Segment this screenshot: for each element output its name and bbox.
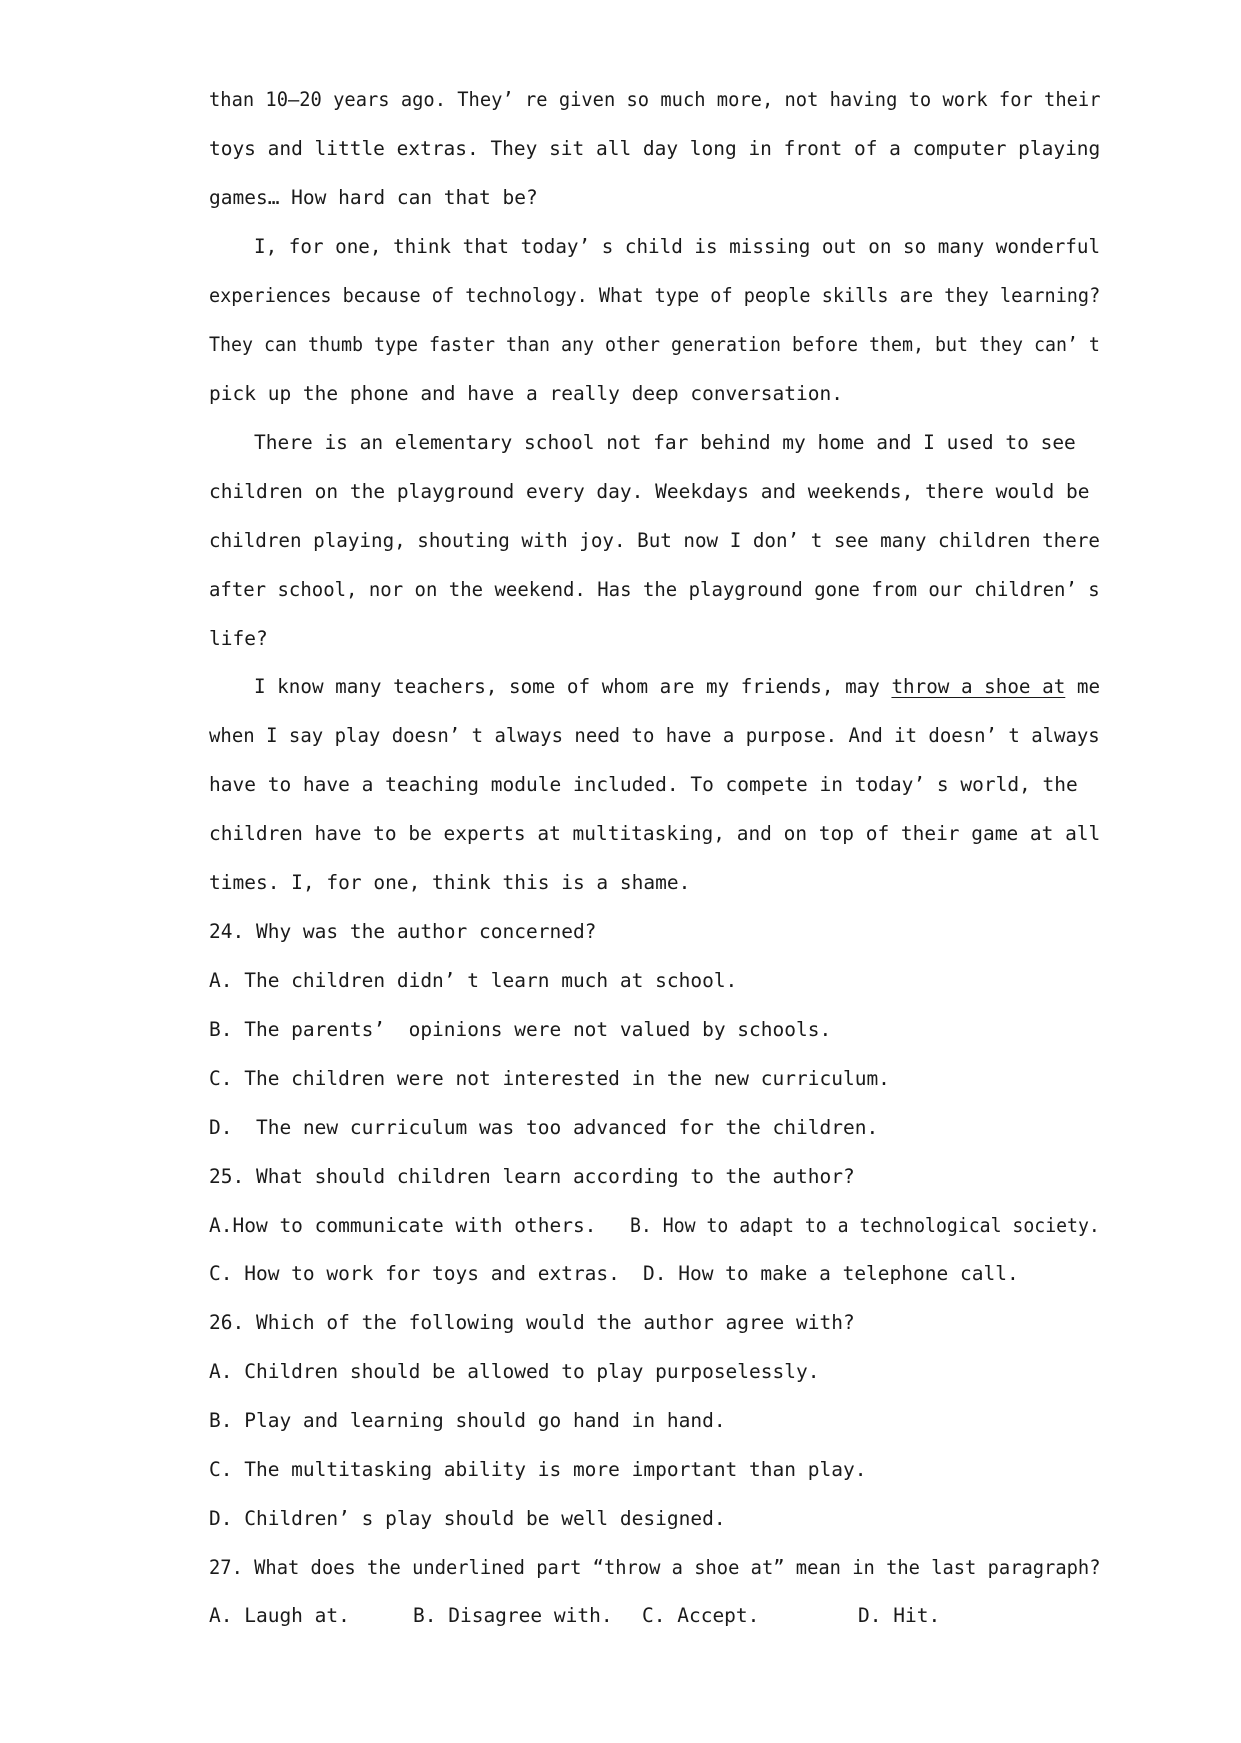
answer-option: A. Children should be allowed to play purposelessly. <box>209 1360 820 1383</box>
answer-option: B. Disagree with. <box>413 1604 613 1627</box>
question-stem: 24. Why was the author concerned? <box>209 920 597 943</box>
passage-line: They can thumb type faster than any other generation before them, but they can’ t <box>209 333 1100 356</box>
question-stem: 26. Which of the following would the author agree with? <box>209 1311 855 1334</box>
passage-line: pick up the phone and have a really deep conversation. <box>209 382 843 405</box>
passage-line: experiences because of technology. What type of people skills are they learning? <box>209 284 1101 307</box>
passage-line: There is an elementary school not far behind my home and I used to see <box>254 431 1076 454</box>
passage-line: times. I, for one, think this is a shame. <box>209 871 691 894</box>
passage-line: I, for one, think that today’ s child is missing out on so many wonderful <box>254 235 1101 258</box>
passage-line <box>254 672 1100 702</box>
answer-option: B. Play and learning should go hand in hand. <box>209 1409 726 1432</box>
passage-line: life? <box>209 627 268 650</box>
passage-line: toys and little extras. They sit all day long in front of a computer playing <box>209 137 1101 160</box>
question-stem: 27. What does the underlined part “throw a shoe at” mean in the last paragraph? <box>209 1556 1101 1579</box>
answer-option: D. Hit. <box>858 1604 941 1627</box>
passage-text: I know many teachers, some of whom are my friends, may <box>254 675 892 698</box>
passage-line: children on the playground every day. Weekdays and weekends, there would be <box>209 480 1090 503</box>
passage-line: children playing, shouting with joy. But now I don’ t see many children there <box>209 529 1100 552</box>
underlined-phrase: throw a shoe at <box>891 675 1066 698</box>
answer-option: A. Laugh at. <box>209 1604 350 1627</box>
answer-option: B. How to adapt to a technological society. <box>630 1214 1100 1237</box>
answer-option: D. How to make a telephone call. <box>643 1262 1019 1285</box>
answer-option: C. The children were not interested in the new curriculum. <box>209 1067 890 1090</box>
passage-line: after school, nor on the weekend. Has the playground gone from our children’ s <box>209 578 1100 601</box>
passage-line: than 10—20 years ago. They’ re given so much more, not having to work for their <box>209 88 1101 111</box>
answer-option: A. The children didn’ t learn much at school. <box>209 969 738 992</box>
passage-text: me <box>1065 675 1101 698</box>
question-stem: 25. What should children learn according to the author? <box>209 1165 855 1188</box>
passage-line: when I say play doesn’ t always need to have a purpose. And it doesn’ t always <box>209 724 1100 747</box>
passage-line: children have to be experts at multitasking, and on top of their game at all <box>209 822 1101 845</box>
passage-line: have to have a teaching module included. To compete in today’ s world, the <box>209 773 1078 796</box>
answer-option: D. Children’ s play should be well designed. <box>209 1507 726 1530</box>
answer-option: C. How to work for toys and extras. <box>209 1262 620 1285</box>
answer-option: C. The multitasking ability is more important than play. <box>209 1458 867 1481</box>
answer-option: B. The parents’ opinions were not valued by schools. <box>209 1018 832 1041</box>
answer-option: D. The new curriculum was too advanced for the children. <box>209 1116 879 1139</box>
passage-line: games… How hard can that be? <box>209 186 538 209</box>
answer-option: C. Accept. <box>642 1604 760 1627</box>
answer-option: A.How to communicate with others. <box>209 1214 597 1237</box>
